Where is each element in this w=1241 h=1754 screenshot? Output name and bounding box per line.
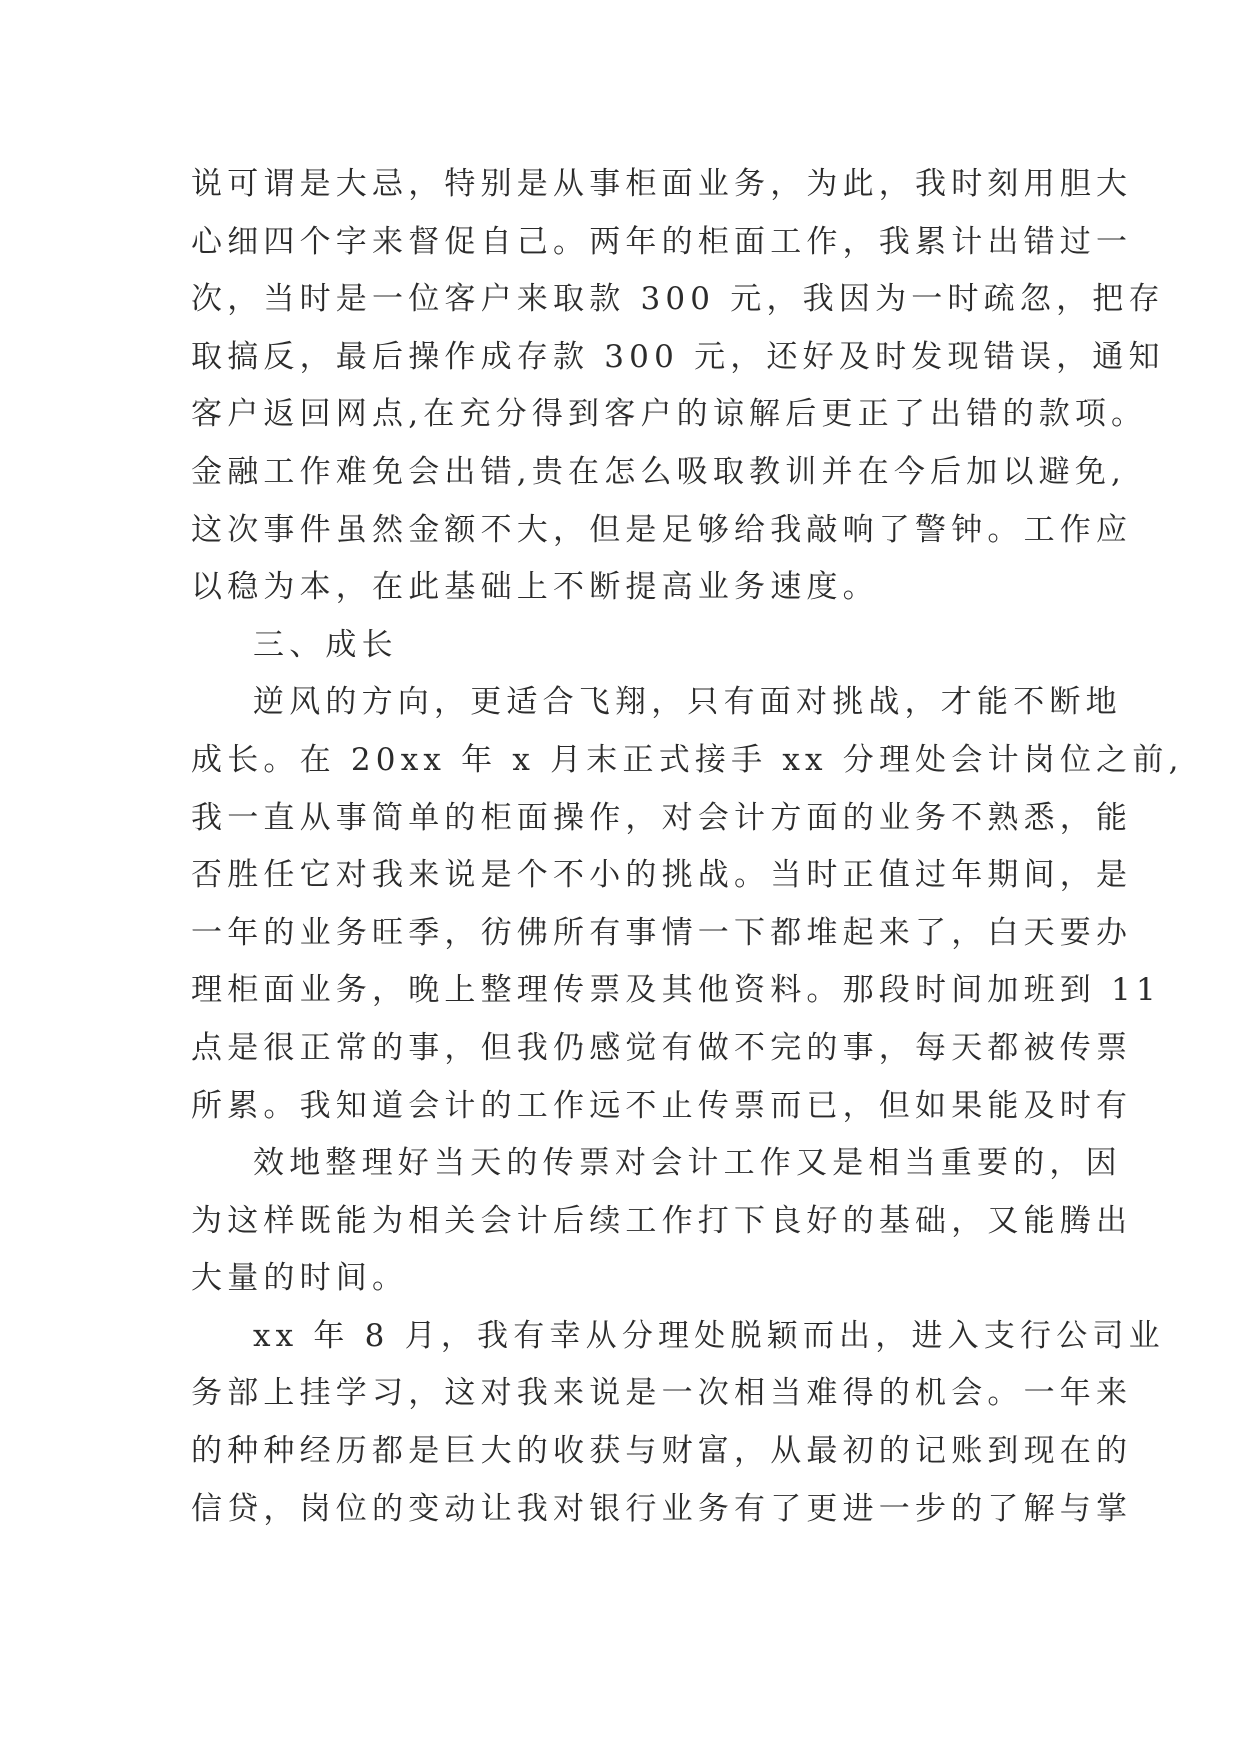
text-line: 取搞反，最后操作成存款 300 元，还好及时发现错误，通知 <box>191 338 1165 375</box>
text-line: 的种种经历都是巨大的收获与财富，从最初的记账到现在的 <box>191 1433 1133 1470</box>
text-line: 金融工作难免会出错,贵在怎么吸取教训并在今后加以避免, <box>191 453 1127 490</box>
text-line: 所累。我知道会计的工作远不止传票而已，但如果能及时有 <box>191 1087 1133 1124</box>
text-line: 务部上挂学习，这对我来说是一次相当难得的机会。一年来 <box>191 1375 1133 1412</box>
text-line: 客户返回网点,在充分得到客户的谅解后更正了出错的款项。 <box>191 396 1148 433</box>
text-line: 三、成长 <box>253 626 398 663</box>
text-line: 说可谓是大忌，特别是从事柜面业务，为此，我时刻用胆大 <box>191 166 1133 202</box>
text-line: 否胜任它对我来说是个不小的挑战。当时正值过年期间，是 <box>191 857 1133 894</box>
text-line: 这次事件虽然金额不大，但是足够给我敲响了警钟。工作应 <box>191 511 1133 548</box>
text-line: 成长。在 20xx 年 x 月末正式接手 xx 分理处会计岗位之前, <box>191 741 1184 778</box>
text-line: 点是很正常的事，但我仍感觉有做不完的事，每天都被传票 <box>191 1029 1133 1066</box>
document-body <box>191 156 1184 1538</box>
text-line: 次，当时是一位客户来取款 300 元，我因为一时疏忽，把存 <box>191 281 1165 318</box>
text-line: 以稳为本，在此基础上不断提高业务速度。 <box>191 569 879 606</box>
text-line: 一年的业务旺季，彷佛所有事情一下都堆起来了，白天要办 <box>191 914 1133 951</box>
text-line: xx 年 8 月，我有幸从分理处脱颖而出，进入支行公司业 <box>253 1317 1165 1354</box>
text-line: 为这样既能为相关会计后续工作打下良好的基础，又能腾出 <box>191 1202 1133 1239</box>
text-line: 效地整理好当天的传票对会计工作又是相当重要的，因 <box>253 1145 1122 1182</box>
text-line: 大量的时间。 <box>191 1260 409 1297</box>
text-line: 心细四个字来督促自己。两年的柜面工作，我累计出错过一 <box>191 223 1133 260</box>
text-line: 信贷，岗位的变动让我对银行业务有了更进一步的了解与掌 <box>191 1490 1133 1527</box>
text-line: 逆风的方向，更适合飞翔，只有面对挑战，才能不断地 <box>253 684 1122 721</box>
text-line: 我一直从事简单的柜面操作，对会计方面的业务不熟悉，能 <box>191 799 1133 836</box>
text-line: 理柜面业务，晚上整理传票及其他资料。那段时间加班到 11 <box>191 972 1161 1009</box>
